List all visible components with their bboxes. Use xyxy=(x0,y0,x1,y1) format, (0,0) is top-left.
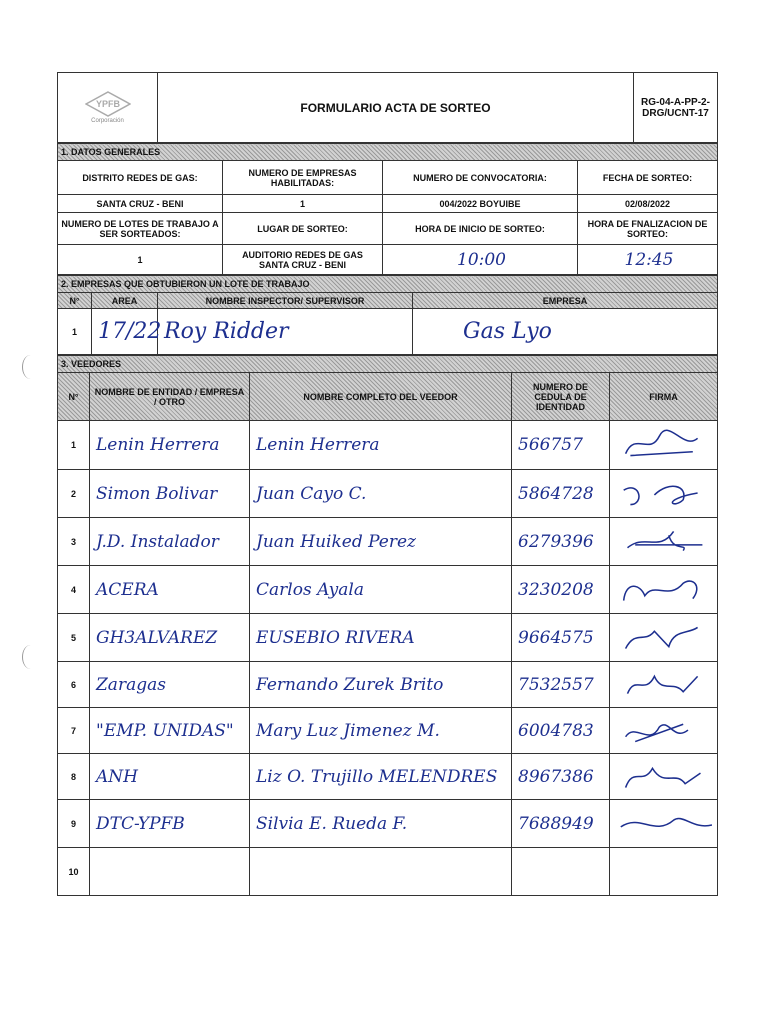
row-no: 3 xyxy=(58,518,90,566)
value-start-time: 10:00 xyxy=(383,245,578,275)
signature-stroke xyxy=(627,676,697,693)
row-signature xyxy=(610,421,718,470)
label-draw-date: FECHA DE SORTEO: xyxy=(578,161,718,195)
logo-cell xyxy=(58,73,158,143)
row-entity: DTC-YPFB xyxy=(90,800,250,848)
section-title-general: 1. DATOS GENERALES xyxy=(58,144,718,161)
table-row xyxy=(58,518,718,566)
header-id: NUMERO DE CEDULA DE IDENTIDAD xyxy=(512,373,610,421)
row-fullname: Liz O. Trujillo MELENDRES xyxy=(250,754,512,800)
header-no: N° xyxy=(58,293,92,309)
row-no: 2 xyxy=(58,470,90,518)
ypfb-logo-icon xyxy=(85,91,131,117)
row-entity: Lenin Herrera xyxy=(90,421,250,470)
row-fullname: Fernando Zurek Brito xyxy=(250,662,512,708)
value-district: SANTA CRUZ - BENI xyxy=(58,195,223,213)
row-fullname: Mary Luz Jimenez M. xyxy=(250,708,512,754)
signature-stroke xyxy=(625,430,697,455)
value-place: AUDITORIO REDES DE GAS SANTA CRUZ - BENI xyxy=(223,245,383,275)
row-fullname: Juan Cayo C. xyxy=(250,470,512,518)
row-no: 1 xyxy=(58,421,90,470)
row-no: 1 xyxy=(58,309,92,355)
table-row xyxy=(58,566,718,614)
row-id: 5864728 xyxy=(512,470,610,518)
table-row xyxy=(58,800,718,848)
punch-hole-mark xyxy=(22,355,39,379)
row-no: 7 xyxy=(58,708,90,754)
table-row xyxy=(58,309,718,355)
row-signature xyxy=(610,566,718,614)
row-signature xyxy=(610,614,718,662)
row-entity: Zaragas xyxy=(90,662,250,708)
form-code: RG-04-A-PP-2-DRG/UCNT-17 xyxy=(634,73,718,143)
row-entity: ANH xyxy=(90,754,250,800)
signature-icon xyxy=(616,571,712,609)
row-company: Gas Lyo xyxy=(413,309,718,355)
signature-stroke xyxy=(625,627,697,648)
label-end-time: HORA DE FNALIZACION DE SORTEO: xyxy=(578,213,718,245)
table-row xyxy=(58,754,718,800)
general-data-table xyxy=(57,143,718,275)
table-row xyxy=(58,470,718,518)
table-row xyxy=(58,708,718,754)
value-draw-date: 02/08/2022 xyxy=(578,195,718,213)
row-fullname: Silvia E. Rueda F. xyxy=(250,800,512,848)
label-district: DISTRITO REDES DE GAS: xyxy=(58,161,223,195)
value-num-companies: 1 xyxy=(223,195,383,213)
value-num-lots: 1 xyxy=(58,245,223,275)
row-id: 8967386 xyxy=(512,754,610,800)
row-entity: Simon Bolivar xyxy=(90,470,250,518)
label-call-number: NUMERO DE CONVOCATORIA: xyxy=(383,161,578,195)
row-no: 6 xyxy=(58,662,90,708)
row-id: 566757 xyxy=(512,421,610,470)
row-fullname: EUSEBIO RIVERA xyxy=(250,614,512,662)
row-signature xyxy=(610,470,718,518)
header-fullname: NOMBRE COMPLETO DEL VEEDOR xyxy=(250,373,512,421)
header-no: N° xyxy=(58,373,90,421)
table-row xyxy=(58,662,718,708)
row-id: 7532557 xyxy=(512,662,610,708)
row-no: 9 xyxy=(58,800,90,848)
header-entity: NOMBRE DE ENTIDAD / EMPRESA / OTRO xyxy=(90,373,250,421)
label-place: LUGAR DE SORTEO: xyxy=(223,213,383,245)
punch-hole-mark xyxy=(22,645,39,669)
row-entity: "EMP. UNIDAS" xyxy=(90,708,250,754)
row-entity: GH3ALVAREZ xyxy=(90,614,250,662)
row-id: 3230208 xyxy=(512,566,610,614)
section-title-observers: 3. VEEDORES xyxy=(58,356,718,373)
label-start-time: HORA DE INICIO DE SORTEO: xyxy=(383,213,578,245)
label-num-lots: NUMERO DE LOTES DE TRABAJO A SER SORTEADOS: xyxy=(58,213,223,245)
row-entity xyxy=(90,848,250,896)
signature-stroke xyxy=(625,768,700,787)
row-inspector: Roy Ridder xyxy=(158,309,413,355)
row-fullname xyxy=(250,848,512,896)
signature-icon xyxy=(616,523,712,561)
row-signature xyxy=(610,708,718,754)
lot-companies-table xyxy=(57,275,718,355)
row-signature xyxy=(610,518,718,566)
signature-icon xyxy=(616,666,712,704)
row-area: 17/22 xyxy=(92,309,158,355)
table-row xyxy=(58,848,718,896)
row-id xyxy=(512,848,610,896)
row-signature xyxy=(610,662,718,708)
header-company: EMPRESA xyxy=(413,293,718,309)
logo-text: YPFB xyxy=(95,99,120,109)
signature-stroke xyxy=(623,486,697,504)
row-fullname: Carlos Ayala xyxy=(250,566,512,614)
label-num-companies: NUMERO DE EMPRESAS HABILITADAS: xyxy=(223,161,383,195)
row-id: 7688949 xyxy=(512,800,610,848)
row-fullname: Juan Huiked Perez xyxy=(250,518,512,566)
value-call-number: 004/2022 BOYUIBE xyxy=(383,195,578,213)
signature-stroke xyxy=(627,531,702,550)
signature-stroke xyxy=(620,818,711,826)
row-id: 6004783 xyxy=(512,708,610,754)
row-fullname: Lenin Herrera xyxy=(250,421,512,470)
section-title-companies: 2. EMPRESAS QUE OBTUBIERON UN LOTE DE TRABAJO xyxy=(58,276,718,293)
signature-icon xyxy=(616,426,712,464)
header-signature: FIRMA xyxy=(610,373,718,421)
row-signature xyxy=(610,800,718,848)
row-no: 8 xyxy=(58,754,90,800)
header-area: AREA xyxy=(92,293,158,309)
signature-stroke xyxy=(623,581,696,600)
signature-icon xyxy=(616,712,712,750)
row-no: 5 xyxy=(58,614,90,662)
row-id: 9664575 xyxy=(512,614,610,662)
form-title: FORMULARIO ACTA DE SORTEO xyxy=(158,73,634,143)
form-sheet xyxy=(57,72,717,896)
row-no: 4 xyxy=(58,566,90,614)
signature-icon xyxy=(616,475,712,513)
table-row xyxy=(58,421,718,470)
row-signature xyxy=(610,754,718,800)
signature-icon xyxy=(616,758,712,796)
row-entity: ACERA xyxy=(90,566,250,614)
header-inspector: NOMBRE INSPECTOR/ SUPERVISOR xyxy=(158,293,413,309)
form-header xyxy=(57,72,718,143)
value-end-time: 12:45 xyxy=(578,245,718,275)
observers-table xyxy=(57,355,718,896)
row-signature xyxy=(610,848,718,896)
table-row xyxy=(58,614,718,662)
logo-subtext: Corporación xyxy=(91,118,124,124)
signature-stroke xyxy=(625,724,687,741)
signature-icon xyxy=(616,805,712,843)
row-no: 10 xyxy=(58,848,90,896)
row-id: 6279396 xyxy=(512,518,610,566)
row-entity: J.D. Instalador xyxy=(90,518,250,566)
signature-icon xyxy=(616,619,712,657)
